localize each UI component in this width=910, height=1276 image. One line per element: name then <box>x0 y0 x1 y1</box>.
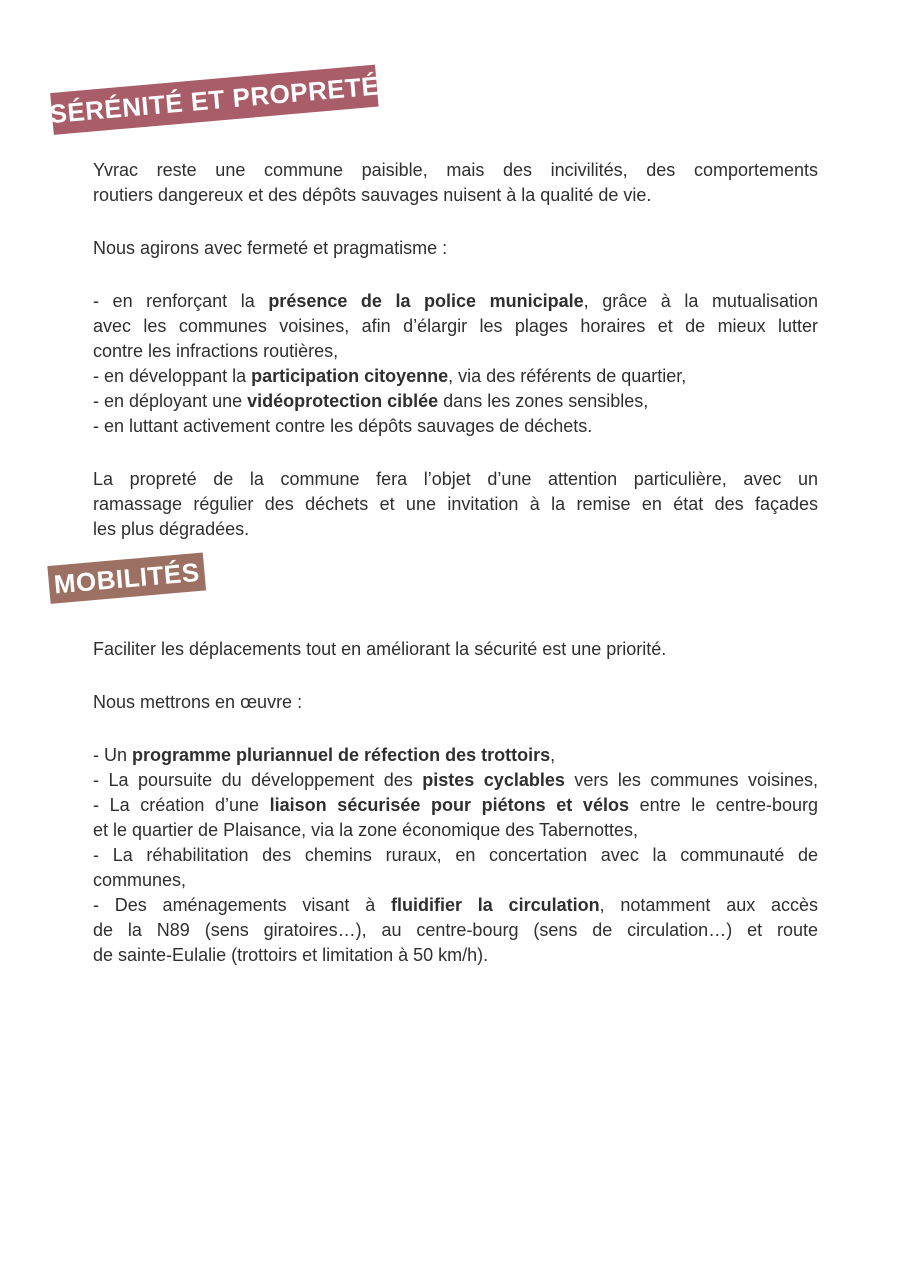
bullet-item <box>93 743 818 768</box>
text-line: Nous agirons avec fermeté et pragmatisme : <box>93 238 448 258</box>
bullet-item <box>93 389 818 414</box>
paragraph <box>93 236 818 261</box>
bullet-item <box>93 364 818 389</box>
text-line: avec les communes voisines, afin d’élargir les plages horaires et de mieux lutter <box>93 316 818 336</box>
paragraph <box>93 637 818 662</box>
text-line: - La poursuite du développement des pistes cyclables vers les communes voisines, <box>93 770 818 790</box>
bullet-item <box>93 289 818 364</box>
text-line: Faciliter les déplacements tout en améliorant la sécurité est une priorité. <box>93 639 667 659</box>
text-line: de sainte-Eulalie (trottoirs et limitation à 50 km/h). <box>93 945 489 965</box>
text-line: ramassage régulier des déchets et une invitation à la remise en état des façades <box>93 494 818 514</box>
text-line: - en luttant activement contre les dépôts sauvages de déchets. <box>93 416 593 436</box>
section-banner-mobilites <box>47 552 206 603</box>
bullet-item <box>93 893 818 968</box>
section-body-serenite <box>93 158 818 542</box>
text-line: Nous mettrons en œuvre : <box>93 692 303 712</box>
text-line: - La réhabilitation des chemins ruraux, en concertation avec la communauté de <box>93 845 818 865</box>
text-line: et le quartier de Plaisance, via la zone économique des Tabernottes, <box>93 820 639 840</box>
text-line: - Un programme pluriannuel de réfection des trottoirs, <box>93 745 556 765</box>
text-line: - Des aménagements visant à fluidifier la circulation, notamment aux accès <box>93 895 819 915</box>
paragraph <box>93 690 818 715</box>
text-line: - La création d’une liaison sécurisée pour piétons et vélos entre le centre-bourg <box>93 795 818 815</box>
section-banner-serenite <box>48 65 381 135</box>
text-line: les plus dégradées. <box>93 519 250 539</box>
paragraph <box>93 158 818 208</box>
text-line: - en renforçant la présence de la police municipale, grâce à la mutualisation <box>93 291 818 311</box>
text-line: - en déployant une vidéoprotection ciblée dans les zones sensibles, <box>93 391 649 411</box>
text-line: - en développant la participation citoyenne, via des référents de quartier, <box>93 366 687 386</box>
bullet-item <box>93 843 818 893</box>
paragraph <box>93 467 818 542</box>
section-banner-label: SÉRÉNITÉ ET PROPRETÉ <box>48 69 381 129</box>
bullet-list <box>93 289 818 439</box>
text-line: routiers dangereux et des dépôts sauvages nuisent à la qualité de vie. <box>93 185 652 205</box>
section-body-mobilites <box>93 637 818 968</box>
section-banner-label: MOBILITÉS <box>52 556 201 600</box>
text-line: Yvrac reste une commune paisible, mais des incivilités, des comportements <box>93 160 818 180</box>
bullet-list <box>93 743 818 968</box>
text-line: communes, <box>93 870 187 890</box>
text-line: La propreté de la commune fera l’objet d’une attention particulière, avec un <box>93 469 818 489</box>
bullet-item <box>93 768 818 793</box>
text-line: contre les infractions routières, <box>93 341 339 361</box>
bullet-item <box>93 414 818 439</box>
text-line: de la N89 (sens giratoires…), au centre-bourg (sens de circulation…) et route <box>93 920 818 940</box>
bullet-item <box>93 793 818 843</box>
